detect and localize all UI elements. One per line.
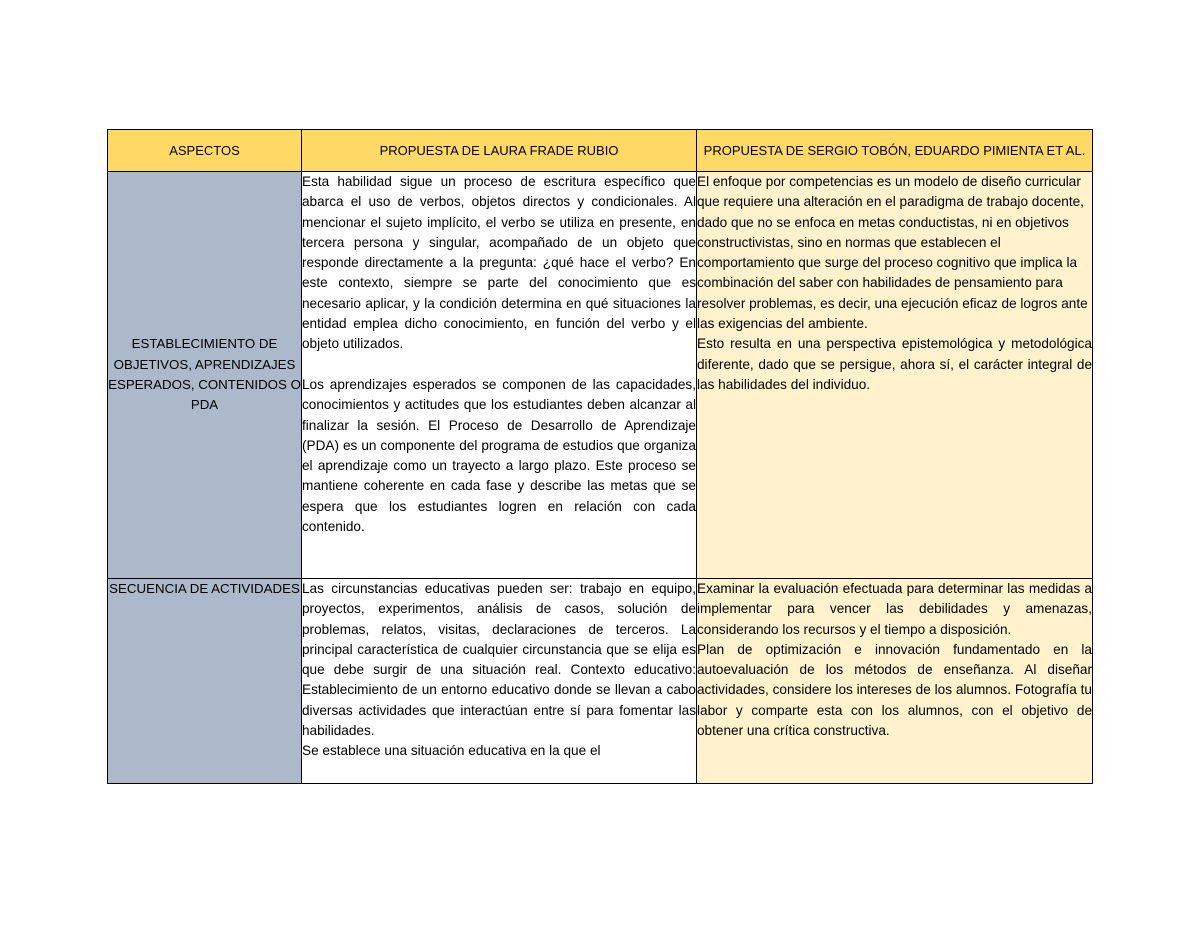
sergio-paragraph: Examinar la evaluación efectuada para determinar las medidas a implementar para vencer las debilidades y amenazas, considerando los recursos y el tiempo a disposición. [697,581,1092,637]
sergio-paragraph: El enfoque por competencias es un modelo de diseño curricular que requiere una alteración en el paradigma de trabajo docente, dado que no se enfoca en metas conductistas, ni en objetivos constructivistas, sino en normas que establecen el comportamiento que surge del proceso cognitivo que implica la combinación del saber con habilidades de pensamiento para resolver problemas, es decir, una ejecución eficaz de logros ante las exigencias del ambiente. [697,174,1088,332]
laura-paragraph: Se establece una situación educativa en la que el [302,743,601,759]
sergio-paragraph: Plan de optimización e innovación fundamentado en la autoevaluación de los métodos de enseñanza. Al diseñar actividades, considere los intereses de los alumnos. Fotografía tu labor y comparte esta con los alumnos, con el objetivo de obtener una crítica constructiva. [697,641,1092,739]
aspect-cell [108,172,302,579]
header-laura-frade-rubio: PROPUESTA DE LAURA FRADE RUBIO [302,130,697,172]
laura-cell [302,172,697,579]
laura-paragraph: Los aprendizajes esperados se componen de las capacidades, conocimientos y actitudes que los estudiantes deben alcanzar al finalizar la sesión. El Proceso de Desarrollo de Aprendizaje (PDA) es un componente del programa de estudios que organiza el aprendizaje como un trayecto a largo plazo. Este proceso se mantiene coherente en cada fase y describe las metas que se espera que los estudiantes logren en relación con cada contenido. [302,376,696,535]
sergio-paragraph: Esto resulta en una perspectiva epistemológica y metodológica diferente, dado que se persigue, ahora sí, el carácter integral de las habilidades del individuo. [697,336,1092,392]
sergio-cell [697,579,1093,784]
table-row [108,579,1093,784]
aspect-label: SECUENCIA DE ACTIVIDADES [109,581,300,596]
comparison-table [107,129,1093,784]
header-sergio-tobon: PROPUESTA DE SERGIO TOBÓN, EDUARDO PIMIENTA ET AL. [697,130,1093,172]
table-row [108,172,1093,579]
laura-paragraph: Esta habilidad sigue un proceso de escritura específico que abarca el uso de verbos, objetos directos y condicionales. Al mencionar el sujeto implícito, el verbo se utiliza en presente, en tercera persona y singular, acompañado de un objeto que responde directamente a la pregunta: ¿qué hace el verbo? En este contexto, siempre se parte del conocimiento que es necesario aplicar, y la condición determina en qué situaciones la entidad emplea dicho conocimiento, en función del verbo y el objeto utilizados. [302,174,696,352]
sergio-cell [697,172,1093,579]
header-row [108,130,1093,172]
aspect-label: ESTABLECIMIENTO DE OBJETIVOS, APRENDIZAJES ESPERADOS, CONTENIDOS O PDA [108,336,301,413]
laura-cell-content [302,579,696,780]
header-aspects: ASPECTOS [108,130,302,172]
laura-cell [302,579,697,784]
aspect-cell [108,579,302,784]
laura-paragraph: Las circunstancias educativas pueden ser: trabajo en equipo, proyectos, experimentos, análisis de casos, solución de problemas, relatos, visitas, declaraciones de terceros. La principal característica de cualquier circunstancia que se elija es que debe surgir de una situación real. Contexto educativo: Establecimiento de un entorno educativo donde se llevan a cabo diversas actividades que interactúan entre sí para fomentar las habilidades. [302,581,696,739]
